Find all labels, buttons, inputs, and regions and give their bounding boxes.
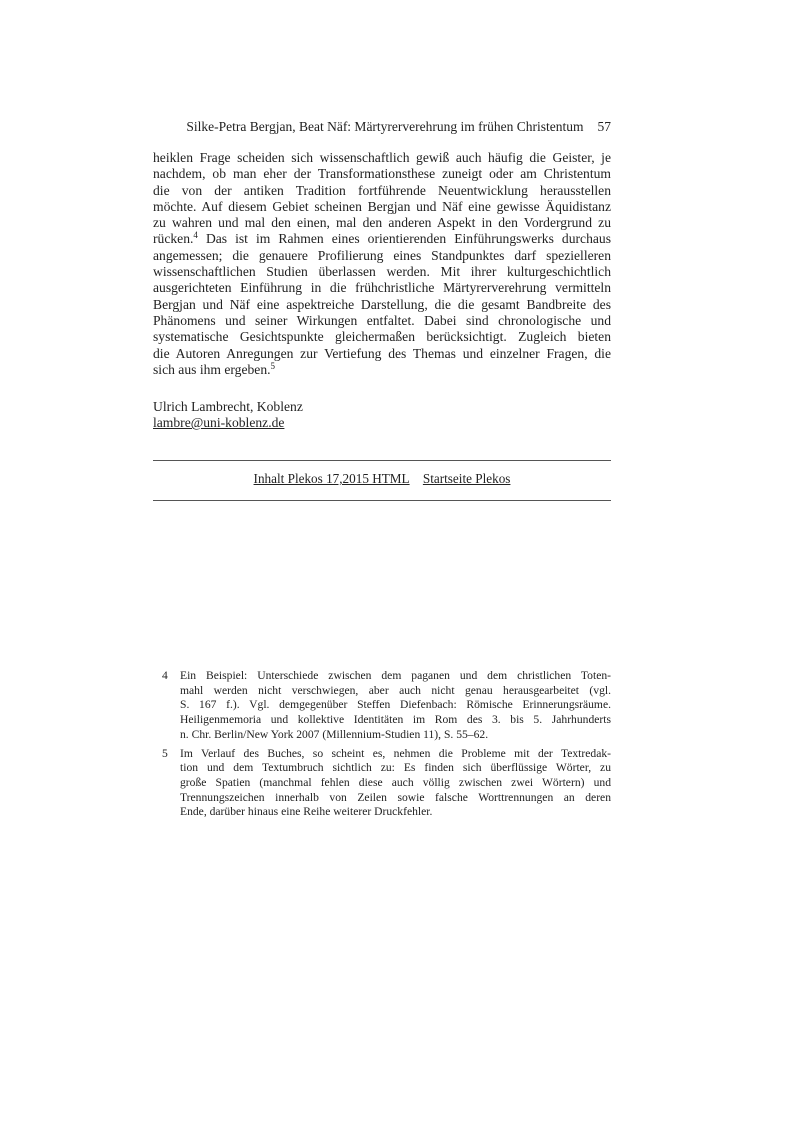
text-line: Bergjan und Näf eine aspektreiche Darstellung, die die gesamt Bandbreite des: [153, 296, 611, 312]
footnote-line: tion und dem Textumbruch sichtlich zu: Es finden sich überflüssige Wörter, zu: [180, 761, 611, 775]
divider-top: [153, 460, 611, 461]
divider-bottom: [153, 500, 611, 501]
text-line: Phänomens und seiner Wirkungen entfaltet. Dabei sind chronologische und: [153, 312, 611, 328]
text-line: angemessen; die genauere Profilierung eines Standpunktes darf spezielleren: [153, 247, 611, 263]
footnote-number: 5: [162, 746, 168, 760]
page-number: 57: [597, 119, 611, 134]
text-line: [153, 362, 611, 378]
footnotes: [153, 669, 611, 824]
text-fragment: rücken.: [153, 231, 194, 247]
footnote-line: n. Chr. Berlin/New York 2007 (Millennium-Studien 11), S. 55–62.: [180, 727, 489, 741]
text-fragment: sich aus ihm ergeben.: [153, 361, 271, 377]
home-link[interactable]: Startseite Plekos: [422, 471, 511, 486]
text-line: heiklen Frage scheiden sich wissenschaftlich gewiß auch häufig die Geister, je: [153, 150, 611, 165]
footnote-number: 4: [162, 669, 168, 682]
text-line: [153, 231, 611, 247]
footnote-line: mahl werden nicht verschwiegen, aber auch nicht genau herausgearbeitet (vgl.: [180, 683, 611, 697]
footnote-line: Ein Beispiel: Unterschiede zwischen dem paganen und dem christlichen Toten-: [180, 669, 611, 682]
nav-links: [153, 471, 611, 487]
text-fragment: Das ist im Rahmen eines orientierenden Einführungswerks durchaus: [205, 231, 611, 247]
footnote-ref[interactable]: 5: [270, 360, 276, 371]
footnote-line: Ende, darüber hinaus eine Reihe weiterer Druckfehler.: [180, 805, 433, 819]
running-title: Silke-Petra Bergjan, Beat Näf: Märtyrerverehrung im frühen Christentum: [186, 119, 584, 134]
author-email-link[interactable]: lambre@uni-koblenz.de: [153, 415, 285, 431]
contents-link[interactable]: Inhalt Plekos 17,2015 HTML: [253, 471, 410, 486]
author-name: Ulrich Lambrecht, Koblenz: [153, 399, 303, 414]
text-line: die von der antiken Tradition fortführende Neuentwicklung herausstellen: [153, 182, 611, 198]
text-line: wissenschaftlichen Studien überlassen werden. Mit ihrer kulturgeschichtlich: [153, 264, 611, 280]
text-line: zu wahren und mal den einen, mal den anderen Aspekt in den Vordergrund zu: [153, 215, 611, 231]
footnote: [153, 747, 611, 821]
footnote: [153, 669, 611, 743]
author-signature: [153, 399, 303, 432]
footnote-line: Heiligenmemoria und kollektive Identitäten im Rom des 3. bis 5. Jahrhunderts: [180, 713, 611, 727]
footnote-line: große Spatien (manchmal fehlen diese auch völlig zwischen zwei Wörtern) und: [180, 775, 611, 789]
footnote-line: Trennungszeichen innerhalb von Zeilen sowie falsche Worttrennungen an deren: [180, 790, 611, 804]
footnote-line: S. 167 f.). Vgl. demgegenüber Steffen Diefenbach: Römische Erinnerungsräume.: [180, 698, 611, 712]
text-line: ausgerichteten Einführung in die frühchristliche Märtyrerverehrung vermitteln: [153, 280, 611, 296]
footnote-ref[interactable]: 4: [193, 230, 198, 241]
body-paragraph: [153, 150, 611, 378]
text-line: die Autoren Anregungen zur Vertiefung des Themas und einzelner Fragen, die: [153, 345, 611, 361]
text-line: nachdem, ob man eher der Transformationsthese zuneigt oder am Christentum: [153, 166, 611, 182]
text-line: systematische Gesichtspunkte gleichermaßen berücksichtigt. Zugleich bieten: [153, 329, 611, 345]
text-line: möchte. Auf diesem Gebiet scheinen Bergjan und Näf eine gewisse Äquidistanz: [153, 198, 611, 214]
footnote-line: Im Verlauf des Buches, so scheint es, nehmen die Probleme mit der Textredak-: [180, 746, 611, 760]
running-header: [153, 119, 611, 135]
